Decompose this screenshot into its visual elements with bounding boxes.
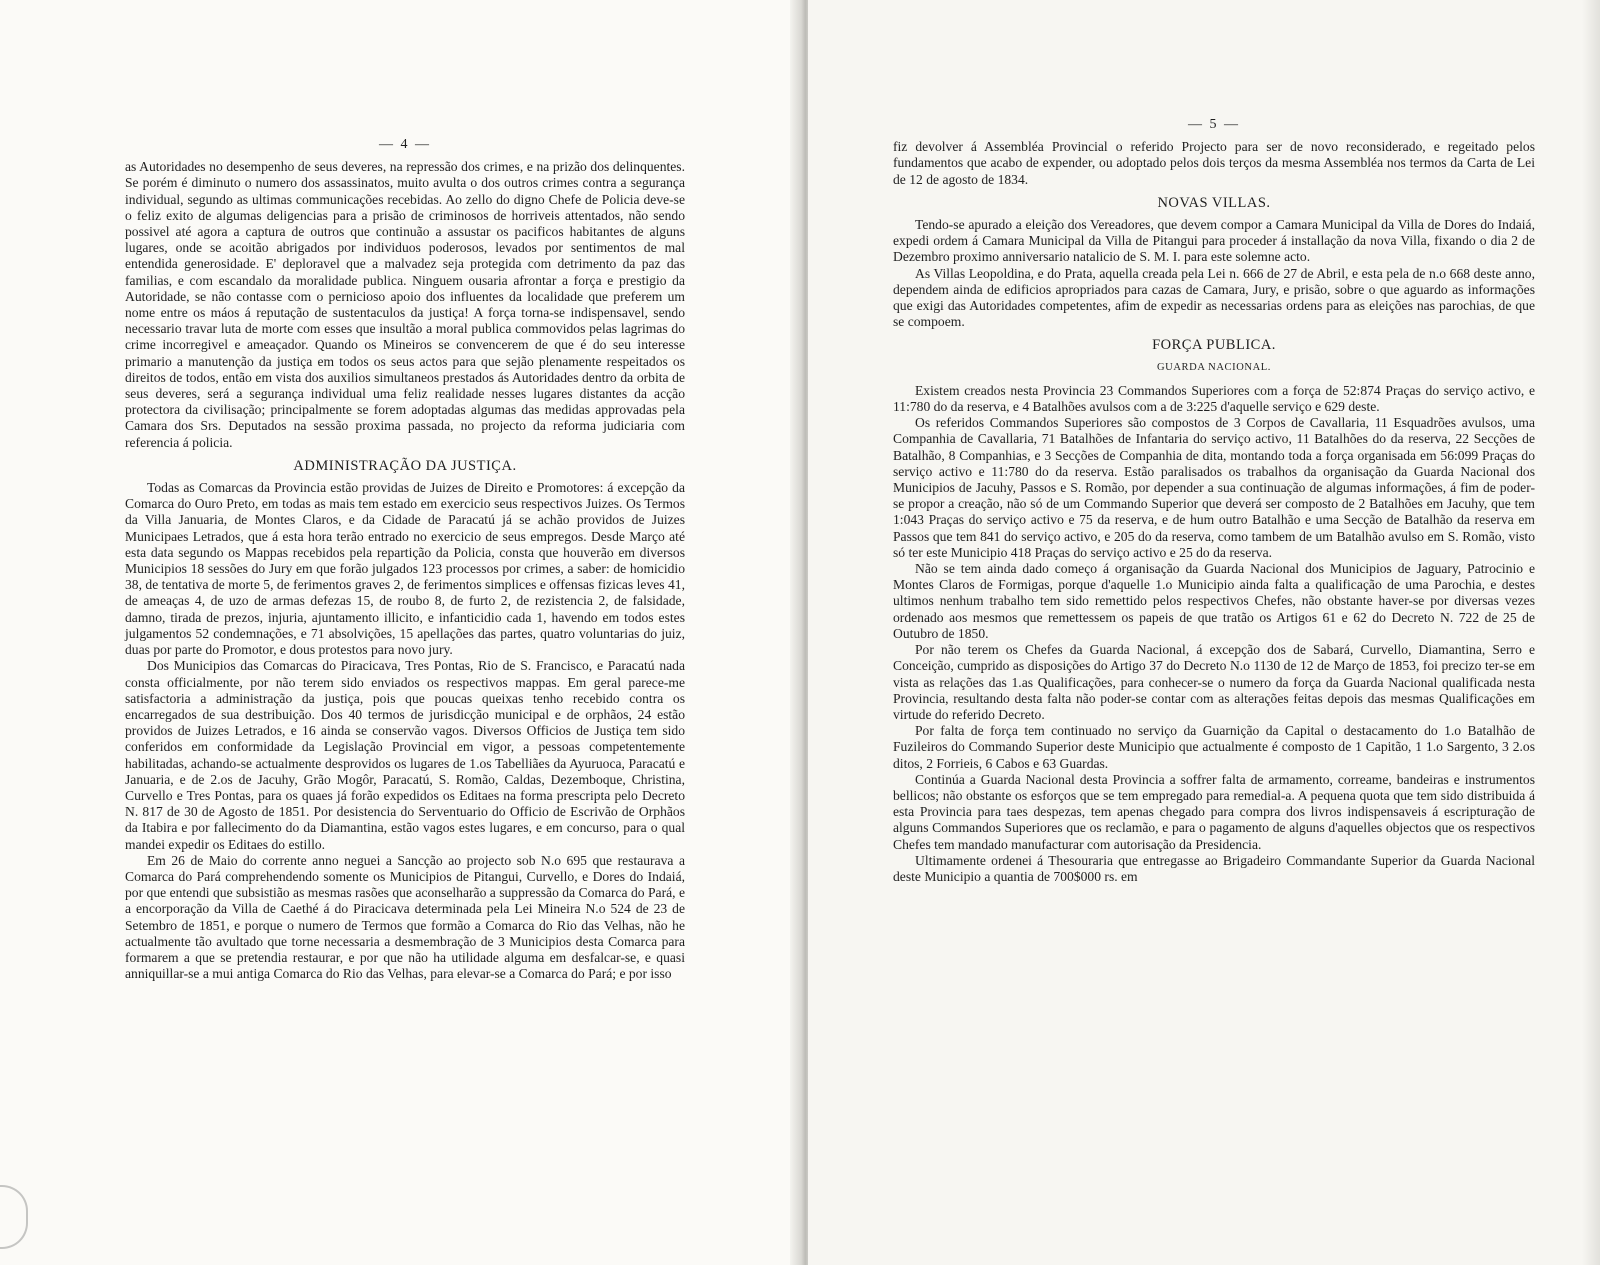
paragraph: Por falta de força tem continuado no serviço da Guarnição da Capital o destacamento do 1.o Batalhão de Fuzileiros do Commando Superior deste Municipio que actualmente é composto de 1 Capitão, 1 1.o Sargento, 3 2.os ditos, 2 Forrieis, 6 Cabos e 63 Guardas. bbox=[893, 723, 1535, 771]
paragraph: Não se tem ainda dado começo á organisação da Guarda Nacional dos Municipios de Jaguary, Patrocinio e Montes Claros de Formigas, porque d'aquelle 1.o Municipio ainda falta a qualificação de uma Parochia, e destes ultimos nenhum trabalho tem sido remettido pelos respectivos Chefes, não obstante haver-se por diversas vezes ordenado aos mesmos que remettessem os papeis de que tratão os Artigos 61 e 62 do Decreto N. 722 de 25 de Outubro de 1850. bbox=[893, 561, 1535, 641]
section-heading: FORÇA PUBLICA. bbox=[1152, 337, 1276, 354]
paragraph: As Villas Leopoldina, e do Prata, aquella creada pela Lei n. 666 de 27 de Abril, e esta pela de n.o 668 deste anno, dependem ainda de edificios apropriados para cazas de Camara, Jury, e prisão, sobre o que aguardo as informações que exigi das Autoridades competentes, afim de expedir as necessarias ordens para as eleições nas parochias, de que se compoem. bbox=[893, 265, 1535, 330]
page-number: — 5 — bbox=[1188, 117, 1240, 132]
paragraph: fiz devolver á Assembléa Provincial o referido Projecto para ser de novo reconsiderado, e regeitado pelos fundamentos que acabo de expender, ou adoptado pelos dois terços da mesma Assembléa nos termos da Carta de Lei de 12 de agosto de 1834. bbox=[893, 139, 1535, 187]
section-subheading: GUARDA NACIONAL. bbox=[1156, 361, 1271, 373]
paragraph: Dos Municipios das Comarcas do Piracicava, Tres Pontas, Rio de S. Francisco, e Paracatú nada consta officialmente, por não terem sido enviados os respectivos mappas. Em geral parece-me satisfactoria a administração da justiça, pois que poucas queixas tenho recebido contra os encarregados de sua destribuição. Dos 40 termos de jurisdicção municipal e de orphãos, 24 estão providos de Juizes Letrados, e 16 ainda se conservão vagos. Diversos Officios de Justiça tem sido conferidos em conformidade da Legislação Provincial em vigor, a pessoas competentemente habilitadas, achando-se actualmente desprovidos os lugares de 1.os Tabelliães da Ayuruoca, Paracatú e Januaria, e de 2.os de Jacuhy, Grão Mogôr, Paracatú, S. Romão, Caldas, Dezemboque, Christina, Curvello e Tres Pontas, para os quaes já forão expedidos os Editaes na forma prescripta pelo Decreto N. 817 de 30 de Agosto de 1851. Por desistencia do Serventuario do Officio de Escrivão de Orphãos da Itabira e por fallecimento do da Diamantina, estão vagos estes lugares, e em concurso, para o qual mandei expedir os Editaes do estillo. bbox=[125, 658, 685, 852]
page-edge bbox=[1582, 0, 1600, 1265]
section-heading: NOVAS VILLAS. bbox=[1157, 194, 1271, 211]
paragraph: Por não terem os Chefes da Guarda Nacional, á excepção dos de Sabará, Curvello, Diamantina, Serro e Conceição, cumprido as disposições do Artigo 37 do Decreto N.o 1130 de 12 de Março de 1853, foi precizo ter-se em vista as relações das 1.as Qualificações, para conhecer-se o numero da força da Guarda Nacional qualificada nesta Provincia, resultando desta falta não poder-se contar com as alterações feitas depois das mesmas Qualificações em virtude do referido Decreto. bbox=[893, 642, 1535, 722]
paragraph: Em 26 de Maio do corrente anno neguei a Sancção ao projecto sob N.o 695 que restaurava a Comarca do Pará comprehendendo somente os Municipios de Pitangui, Curvello, e Dores do Indaiá, por que entendi que subsistião as mesmas rasões que aconselharão a suppressão da Comarca do Pará, e a encorporação da Villa de Caethé á do Piracicava determinada pela Lei Mineira N.o 524 de 23 de Setembro de 1851, e porque o numero de Termos que formão a Comarca do Rio das Velhas, não he actualmente tão avultado que torne necessaria a desmembração de 3 Municipios desta Comarca para formarem a que se pretendia restaurar, e por que não ha utilidade alguma em desfalcar-se, e quasi anniquillar-se a mui antiga Comarca do Rio das Velhas, para elevar-se a Comarca do Pará; e por isso bbox=[125, 852, 685, 982]
left-text-block bbox=[125, 137, 685, 982]
paragraph: Existem creados nesta Provincia 23 Commandos Superiores com a força de 52:874 Praças do serviço activo, e 11:780 do da reserva, e 4 Batalhões avulsos com a de 3:225 d'aquelle serviço e 629 deste. bbox=[893, 382, 1535, 415]
binding-mark bbox=[0, 1185, 28, 1249]
paragraph: as Autoridades no desempenho de seus deveres, na repressão dos crimes, e na prizão dos delinquentes. Se porém é diminuto o numero dos assassinatos, muito avulta o dos outros crimes contra a segurança individual, segundo as ultimas communicações recebidas. Ao zello do digno Chefe de Policia deve-se o feliz exito de algumas deligencias para a prisão de criminosos de horriveis attentados, não sendo possivel até agora a captura de outros que continuão a assustar os pacificos habitantes de alguns lugares, onde se acoitão abrigados por individuos poderosos, levados por sentimentos de mal entendida generosidade. E' deploravel que a malvadez seja protegida com detrimento da paz das familias, e com escandalo da moralidade publica. Ninguem ousaria afrontar a força e prestigio da Autoridade, se não contasse com o pernicioso apoio dos influentes da localidade que preferem um nome entre os máos á reputação de sustentaculos da justiça! A força torna-se indispensavel, sendo necessario travar luta de morte com esses que insultão a moral publica commovidos pelas lagrimas do crime incorregivel e ameaçador. Quando os Mineiros se convencerem de que é do seu interesse primario a manutenção da justiça em todos os seus actos para que sejão plenamente respeitados os direitos de todos, então em vista dos auxilios simultaneos prestados ás Autoridades dentro da orbita de seus deveres, será a segurança individual uma feliz realidade nesses lugares distantes da acção protectora da civilisação; principalmente se forem adoptadas algumas das medidas approvadas pela Camara dos Srs. Deputados na sessão proxima passada, no projecto da reforma judiciaria com referencia á policia. bbox=[125, 159, 685, 450]
paragraph: Tendo-se apurado a eleição dos Vereadores, que devem compor a Camara Municipal da Villa de Dores do Indaiá, expedi ordem á Camara Municipal da Villa de Pitangui para proceder á installação da nova Villa, fixando o dia 2 de Dezembro proximo anniversario natalicio de S. M. I. para este solemne acto. bbox=[893, 217, 1535, 265]
right-page bbox=[808, 0, 1600, 1265]
page-number: — 4 — bbox=[379, 137, 431, 152]
paragraph: Ultimamente ordenei á Thesouraria que entregasse ao Brigadeiro Commandante Superior da Guarda Nacional deste Municipio a quantia de 700$000 rs. em bbox=[893, 852, 1535, 884]
paragraph: Todas as Comarcas da Provincia estão providas de Juizes de Direito e Promotores: á excepção da Comarca do Ouro Preto, em todas as mais tem estado em exercicio seus respectivos Juizes. Os Termos da Villa Januaria, de Montes Claros, e da Cidade de Paracatú já se achão providos de Juizes Municipaes Letrados, que á esta hora terão entrado no exercicio de seus empregos. Desde Março até esta data segundo os Mappas recebidos pela repartição da Policia, consta que houverão em diversos Municipios 18 sessões do Jury em que forão julgados 123 processos por crimes, a saber: de homicidio 38, de tentativa de morte 5, de ferimentos graves 2, de ferimentos simplices e offensas fizicas leves 41, de ameaças 4, de uzo de armas defezas 15, de roubo 8, de furto 2, de rezistencia 2, de falsidade, damno, tirada de prezos, injuria, ajuntamento illicito, e infanticidio cada 1, havendo em todos estes julgamentos 52 condemnações, e 71 absolvições, 15 apellações das partes, quatro voluntarias do juiz, duas por parte do Promotor, e dous protestos para novo jury. bbox=[125, 480, 685, 658]
right-text-block bbox=[893, 117, 1535, 885]
paragraph: Continúa a Guarda Nacional desta Provincia a soffrer falta de armamento, correame, bandeiras e instrumentos bellicos; não obstante os esforços que se tem empregado para remedial-a. A pequena quota que tem sido distribuida á esta Provincia para taes despezas, tem apenas chegado para compra dos livros indispensaveis á escripturação de alguns Commandos Superiores que os reclamão, e para o pagamento de alguns d'aquelles objectos que os respectivos Chefes tem mandado manufacturar com autorisação da Presidencia. bbox=[893, 771, 1535, 852]
section-heading: ADMINISTRAÇÃO DA JUSTIÇA. bbox=[293, 457, 517, 474]
paragraph: Os referidos Commandos Superiores são compostos de 3 Corpos de Cavallaria, 11 Esquadrões avulsos, uma Companhia de Cavallaria, 71 Batalhões de Infantaria do serviço activo, 11 Batalhões do da reserva, 22 Secções de Batalhão, 8 Companhias, e 3 Secções de Companhia de dita, montando toda a força organisada em 56:099 Praças do serviço activo e 11:780 do da reserva. Estão paralisados os trabalhos da organisação da Guarda Nacional dos Municipios de Jacuhy, Passos e S. Romão, por depender a sua continuação de algumas informações, á fim de poder-se propor a creação, não só de um Commando Superior que deverá ser composto de 2 Batalhões em Jacuhy, que tem 1:043 Praças do serviço activo e 75 da reserva, e de hum outro Batalhão e uma Secção de Batalhão da reserva em Passos que tem 841 do serviço activo, e 205 do da reserva, como tambem de um Batalhão avulso em S. Romão, visto só ter este Municipio 418 Praças do serviço activo e 25 do da reserva. bbox=[893, 415, 1535, 560]
